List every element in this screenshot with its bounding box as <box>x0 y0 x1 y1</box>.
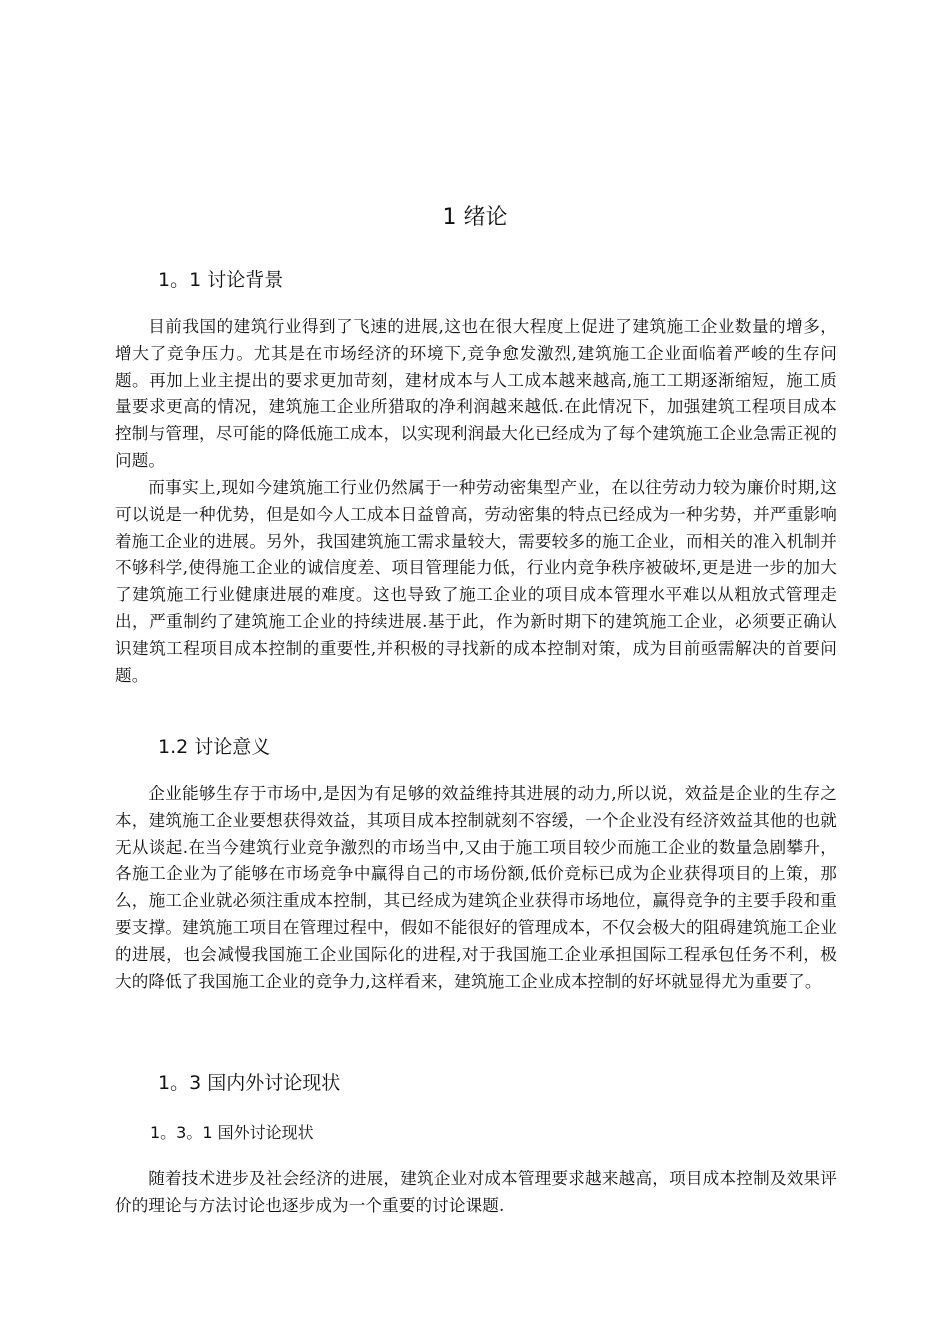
paragraph-background-1: 目前我国的建筑行业得到了飞速的进展,这也在很大程度上促进了建筑施工企业数量的增多，增大了竞争压力。尤其是在市场经济的环境下,竞争愈发激烈,建筑施工企业面临着严峻的生存问题。再加上业主提出的要求更加苛刻，建材成本与人工成本越来越高,施工工期逐渐缩短，施工质量要求更高的情况，建筑施工企业所猎取的净利润越来越低.在此情况下，加强建筑工程项目成本控制与管理，尽可能的降低施工成本，以实现利润最大化已经成为了每个建筑施工企业急需正视的问题。 <box>115 317 837 470</box>
paragraph-foreign-status: 随着技术进步及社会经济的进展，建筑企业对成本管理要求越来越高，项目成本控制及效果评价的理论与方法讨论也逐步成为一个重要的讨论课题. <box>115 1169 837 1215</box>
subsection-heading-foreign-status: 1。3。1 国外讨论现状 <box>150 1123 314 1142</box>
section-heading-significance: 1.2 讨论意义 <box>158 736 271 758</box>
chapter-title: 1 绪论 <box>442 205 508 230</box>
paragraph-significance: 企业能够生存于市场中,是因为有足够的效益维持其进展的动力,所以说，效益是企业的生存之本，建筑施工企业要想获得效益，其项目成本控制就刻不容缓，一个企业没有经济效益其他的也就无从谈起.在当今建筑行业竞争激烈的市场当中,又由于施工项目较少而施工企业的数量急剧攀升，各施工企业为了能够在市场竞争中赢得自己的市场份额,低价竞标已成为企业获得项目的上策，那么，施工企业就必须注重成本控制，其已经成为建筑企业获得市场地位，赢得竞争的主要手段和重要支撑。建筑施工项目在管理过程中，假如不能很好的管理成本，不仅会极大的阻碍建筑施工企业的进展，也会减慢我国施工企业国际化的进程,对于我国施工企业承担国际工程承包任务不利，极大的降低了我国施工企业的竞争力,这样看来，建筑施工企业成本控制的好坏就显得尤为重要了。 <box>115 784 837 991</box>
section-heading-status: 1。3 国内外讨论现状 <box>158 1072 341 1094</box>
section-heading-background: 1。1 讨论背景 <box>158 269 284 291</box>
paragraph-background-2: 而事实上,现如今建筑施工行业仍然属于一种劳动密集型产业，在以往劳动力较为廉价时期,这可以说是一种优势，但是如今人工成本日益曾高，劳动密集的特点已经成为一种劣势，并严重影响着施工企业的进展。另外，我国建筑施工需求量较大，需要较多的施工企业，而相关的准入机制并不够科学,使得施工企业的诚信度差、项目管理能力低，行业内竞争秩序被破坏,更是进一步的加大了建筑施工行业健康进展的难度。这也导致了施工企业的项目成本管理水平难以从粗放式管理走出，严重制约了建筑施工企业的持续进展.基于此，作为新时期下的建筑施工企业，必须要正确认识建筑工程项目成本控制的重要性,并积极的寻找新的成本控制对策，成为目前亟需解决的首要问题。 <box>115 478 837 685</box>
